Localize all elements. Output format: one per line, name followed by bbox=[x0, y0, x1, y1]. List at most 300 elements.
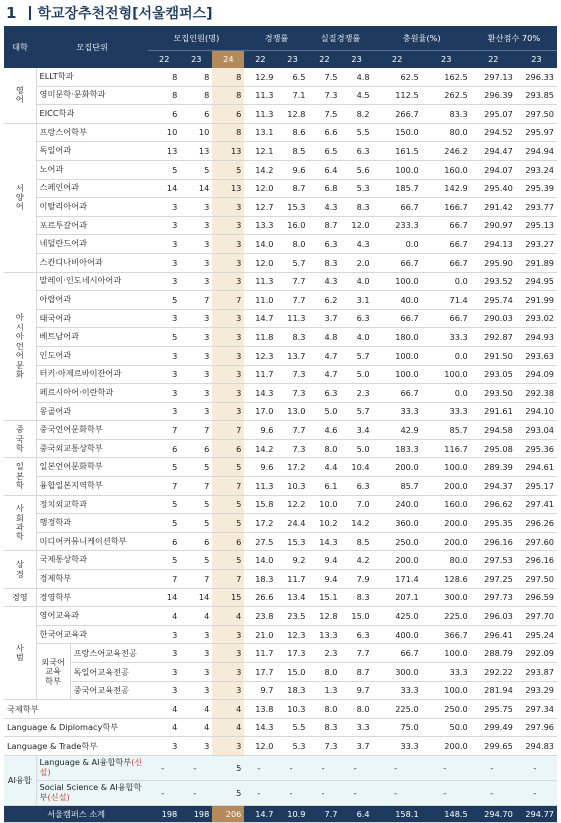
data-cell: 171.4 bbox=[373, 570, 422, 589]
total-cell: 158.1 bbox=[373, 805, 422, 822]
table-row bbox=[4, 272, 557, 291]
unit-label: EICC학과 bbox=[39, 108, 75, 119]
data-cell: 4.7 bbox=[308, 346, 340, 365]
data-cell: 128.6 bbox=[422, 570, 471, 589]
header-year: 23 bbox=[341, 51, 373, 69]
data-cell: 100.0 bbox=[422, 644, 471, 663]
data-cell: 250.0 bbox=[422, 700, 471, 719]
data-cell: 4 bbox=[212, 718, 244, 737]
data-cell: 12.2 bbox=[276, 495, 308, 514]
unit-name bbox=[36, 421, 148, 440]
college-name: AI융합 bbox=[4, 755, 36, 805]
data-cell: 4 bbox=[180, 700, 212, 719]
data-cell: 6 bbox=[148, 439, 180, 458]
data-cell: 3 bbox=[212, 309, 244, 328]
data-cell: 240.0 bbox=[373, 495, 422, 514]
data-cell: 9.4 bbox=[308, 570, 340, 589]
unit-label: 경제학부 bbox=[39, 572, 72, 583]
data-cell: 8.7 bbox=[308, 216, 340, 235]
data-cell: 66.7 bbox=[373, 253, 422, 272]
data-cell: 3 bbox=[212, 272, 244, 291]
table-row bbox=[4, 663, 557, 682]
total-label: 서울캠퍼스 소계 bbox=[4, 805, 148, 822]
data-cell: 3 bbox=[212, 644, 244, 663]
table-row bbox=[4, 780, 557, 805]
data-cell: 291.99 bbox=[516, 291, 557, 310]
data-cell: 225.0 bbox=[422, 607, 471, 626]
data-cell: 5.0 bbox=[308, 402, 340, 421]
unit-label: 영어교육과 bbox=[39, 610, 80, 621]
data-cell: 297.73 bbox=[471, 588, 516, 607]
unit-name bbox=[36, 402, 148, 421]
data-cell: 3 bbox=[180, 681, 212, 700]
header-year: 23 bbox=[516, 51, 557, 69]
data-cell: 7.3 bbox=[308, 737, 340, 756]
data-cell: - bbox=[308, 780, 340, 805]
unit-label: ELLT학과 bbox=[39, 70, 74, 81]
data-cell: 8 bbox=[180, 68, 212, 86]
unit-name bbox=[36, 291, 148, 310]
table-row bbox=[4, 551, 557, 570]
data-cell: 3 bbox=[148, 625, 180, 644]
data-cell: 294.61 bbox=[516, 458, 557, 477]
data-cell: 66.7 bbox=[422, 235, 471, 254]
unit-name bbox=[36, 384, 148, 403]
data-cell: 3 bbox=[148, 272, 180, 291]
data-cell: 4.8 bbox=[308, 328, 340, 347]
data-cell: 5.7 bbox=[276, 253, 308, 272]
data-cell: 16.0 bbox=[276, 216, 308, 235]
table-row bbox=[4, 495, 557, 514]
table-row bbox=[4, 198, 557, 217]
data-cell: 294.58 bbox=[471, 421, 516, 440]
table-row bbox=[4, 439, 557, 458]
data-cell: 5.5 bbox=[341, 123, 373, 142]
unit-label: 베트남어과 bbox=[39, 331, 80, 342]
data-cell: 66.7 bbox=[422, 309, 471, 328]
data-cell: 5.7 bbox=[341, 346, 373, 365]
data-cell: 11.0 bbox=[244, 291, 276, 310]
data-cell: 5 bbox=[148, 160, 180, 179]
total-cell: 198 bbox=[180, 805, 212, 822]
unit-label: 노어과 bbox=[39, 163, 64, 174]
data-cell: 8 bbox=[212, 123, 244, 142]
data-cell: 5 bbox=[148, 458, 180, 477]
data-cell: 3 bbox=[212, 328, 244, 347]
header-year-highlight: 24 bbox=[212, 51, 244, 69]
data-cell: - bbox=[516, 755, 557, 780]
data-cell: 6 bbox=[180, 532, 212, 551]
data-cell: 13.3 bbox=[308, 625, 340, 644]
data-cell: 5.3 bbox=[276, 737, 308, 756]
data-cell: 262.5 bbox=[422, 86, 471, 105]
data-cell: 291.89 bbox=[516, 253, 557, 272]
unit-label: Social Science & AI융합학부 bbox=[39, 782, 142, 802]
data-cell: 6.6 bbox=[308, 123, 340, 142]
data-cell: 14.3 bbox=[308, 532, 340, 551]
data-cell: 3 bbox=[148, 663, 180, 682]
college-name: 상 경 bbox=[4, 551, 36, 588]
data-cell: 5 bbox=[212, 514, 244, 533]
data-cell: 3 bbox=[212, 216, 244, 235]
data-cell: 3 bbox=[148, 198, 180, 217]
data-cell: 14.0 bbox=[244, 551, 276, 570]
data-cell: 3 bbox=[148, 253, 180, 272]
data-cell: 160.0 bbox=[422, 495, 471, 514]
data-cell: 7 bbox=[212, 477, 244, 496]
data-cell: 6.3 bbox=[341, 309, 373, 328]
data-cell: 293.77 bbox=[516, 198, 557, 217]
data-cell: 8.0 bbox=[341, 700, 373, 719]
data-cell: 6.4 bbox=[308, 160, 340, 179]
data-cell: 5 bbox=[180, 495, 212, 514]
data-cell: 200.0 bbox=[422, 737, 471, 756]
unit-name bbox=[36, 439, 148, 458]
data-cell: 14.2 bbox=[341, 514, 373, 533]
data-cell: 3.7 bbox=[308, 309, 340, 328]
data-cell: 4.0 bbox=[341, 272, 373, 291]
unit-label: 포르투갈어과 bbox=[39, 219, 88, 230]
data-cell: 15.8 bbox=[244, 495, 276, 514]
data-cell: 14 bbox=[148, 179, 180, 198]
data-cell: 3 bbox=[180, 402, 212, 421]
data-cell: 266.7 bbox=[373, 105, 422, 124]
unit-label: 국제통상학과 bbox=[39, 554, 88, 565]
unit-label: 스칸디나비아어과 bbox=[39, 256, 103, 267]
data-cell: 5 bbox=[212, 755, 244, 780]
data-cell: 100.0 bbox=[373, 272, 422, 291]
total-cell: 294.70 bbox=[471, 805, 516, 822]
data-cell: - bbox=[148, 780, 180, 805]
data-cell: 295.24 bbox=[516, 625, 557, 644]
data-cell: 17.2 bbox=[244, 514, 276, 533]
unit-label: 중국외교통상학부 bbox=[39, 442, 103, 453]
data-cell: 2.0 bbox=[341, 253, 373, 272]
college-name: 사 범 bbox=[4, 607, 36, 700]
data-cell: - bbox=[276, 755, 308, 780]
table-row bbox=[4, 309, 557, 328]
data-cell: 3 bbox=[180, 253, 212, 272]
data-cell: 14 bbox=[180, 179, 212, 198]
data-cell: 66.7 bbox=[373, 384, 422, 403]
unit-name bbox=[36, 68, 148, 86]
data-cell: 295.36 bbox=[516, 439, 557, 458]
data-cell: 291.50 bbox=[471, 346, 516, 365]
data-cell: 24.4 bbox=[276, 514, 308, 533]
data-cell: 15.3 bbox=[276, 198, 308, 217]
data-cell: 5 bbox=[148, 514, 180, 533]
data-cell: - bbox=[244, 780, 276, 805]
total-row bbox=[4, 805, 557, 822]
data-cell: 11.3 bbox=[244, 105, 276, 124]
data-cell: 7.7 bbox=[276, 291, 308, 310]
data-cell: 299.65 bbox=[471, 737, 516, 756]
table-row bbox=[4, 402, 557, 421]
data-cell: 3 bbox=[180, 365, 212, 384]
data-cell: 7 bbox=[148, 477, 180, 496]
college-name: 영 어 bbox=[4, 68, 36, 123]
data-cell: 8 bbox=[180, 86, 212, 105]
data-cell: 8.7 bbox=[276, 179, 308, 198]
data-cell: 14.7 bbox=[244, 309, 276, 328]
unit-name bbox=[36, 780, 148, 805]
data-cell: - bbox=[422, 780, 471, 805]
table-row bbox=[4, 458, 557, 477]
unit-label: 독일어과 bbox=[39, 145, 72, 156]
unit-name: 중국어교육전공 bbox=[70, 681, 148, 700]
data-cell: 294.52 bbox=[471, 123, 516, 142]
data-cell: 116.7 bbox=[422, 439, 471, 458]
unit-label: 정치외교학과 bbox=[39, 498, 88, 509]
data-cell: 15 bbox=[212, 588, 244, 607]
unit-label: 태국어과 bbox=[39, 312, 72, 323]
data-cell: 8.2 bbox=[341, 105, 373, 124]
data-cell: - bbox=[516, 780, 557, 805]
data-cell: - bbox=[341, 780, 373, 805]
data-cell: 5 bbox=[180, 514, 212, 533]
data-cell: 33.3 bbox=[373, 681, 422, 700]
data-cell: 13.0 bbox=[276, 402, 308, 421]
data-cell: 0.0 bbox=[422, 346, 471, 365]
data-cell: 293.85 bbox=[516, 86, 557, 105]
table-row bbox=[4, 514, 557, 533]
table-row bbox=[4, 365, 557, 384]
header-year: 23 bbox=[180, 51, 212, 69]
data-cell: 3 bbox=[148, 309, 180, 328]
data-cell: 100.0 bbox=[422, 458, 471, 477]
table-row bbox=[4, 179, 557, 198]
total-cell: 206 bbox=[212, 805, 244, 822]
data-cell: 2.3 bbox=[341, 384, 373, 403]
table-row bbox=[4, 570, 557, 589]
data-cell: 12.3 bbox=[244, 346, 276, 365]
data-cell: 66.7 bbox=[373, 644, 422, 663]
data-cell: 33.3 bbox=[373, 402, 422, 421]
data-cell: 6 bbox=[212, 105, 244, 124]
data-cell: 295.39 bbox=[516, 179, 557, 198]
unit-name bbox=[36, 105, 148, 124]
data-cell: 11.3 bbox=[244, 477, 276, 496]
data-cell: 3 bbox=[212, 737, 244, 756]
data-cell: 33.3 bbox=[373, 737, 422, 756]
header-quota: 모집인원(명) bbox=[148, 26, 244, 51]
data-cell: 6.3 bbox=[341, 625, 373, 644]
total-cell: 14.7 bbox=[244, 805, 276, 822]
header-unit: 모집단위 bbox=[36, 26, 148, 68]
unit-label: 융합일본지역학부 bbox=[39, 479, 103, 490]
data-cell: 7.3 bbox=[276, 439, 308, 458]
table-row bbox=[4, 86, 557, 105]
data-cell: 5 bbox=[180, 458, 212, 477]
data-cell: 13 bbox=[212, 179, 244, 198]
data-cell: 296.16 bbox=[516, 551, 557, 570]
data-cell: 27.5 bbox=[244, 532, 276, 551]
data-cell: 4.2 bbox=[341, 551, 373, 570]
data-cell: 9.6 bbox=[244, 458, 276, 477]
data-cell: 425.0 bbox=[373, 607, 422, 626]
data-cell: 18.3 bbox=[244, 570, 276, 589]
total-cell: 6.4 bbox=[341, 805, 373, 822]
total-cell: 10.9 bbox=[276, 805, 308, 822]
data-cell: 295.40 bbox=[471, 179, 516, 198]
data-cell: 12.0 bbox=[244, 179, 276, 198]
data-cell: 294.13 bbox=[471, 235, 516, 254]
header-competition: 경쟁률 bbox=[244, 26, 308, 51]
data-cell: 7.7 bbox=[276, 421, 308, 440]
data-cell: 6 bbox=[180, 105, 212, 124]
table-row bbox=[4, 105, 557, 124]
data-cell: 297.50 bbox=[516, 105, 557, 124]
data-cell: 297.50 bbox=[516, 570, 557, 589]
unit-label: 말레이·인도네시아어과 bbox=[39, 275, 122, 286]
data-cell: 3 bbox=[212, 663, 244, 682]
data-cell: 6.3 bbox=[341, 477, 373, 496]
data-cell: 6.5 bbox=[276, 68, 308, 86]
data-cell: 15.0 bbox=[341, 607, 373, 626]
data-cell: 112.5 bbox=[373, 86, 422, 105]
data-cell: 291.61 bbox=[471, 402, 516, 421]
data-cell: 8.3 bbox=[308, 253, 340, 272]
data-cell: 4 bbox=[180, 718, 212, 737]
data-cell: 5 bbox=[180, 160, 212, 179]
data-cell: 71.4 bbox=[422, 291, 471, 310]
data-cell: 2.3 bbox=[308, 644, 340, 663]
data-cell: 80.0 bbox=[422, 123, 471, 142]
table-row bbox=[4, 644, 557, 663]
data-cell: 3 bbox=[180, 216, 212, 235]
data-cell: 12.3 bbox=[276, 625, 308, 644]
data-cell: 40.0 bbox=[373, 291, 422, 310]
data-cell: 5 bbox=[148, 328, 180, 347]
section-title: 학교장추천전형[서울캠퍼스] bbox=[37, 6, 213, 22]
data-cell: 291.42 bbox=[471, 198, 516, 217]
unit-name: 프랑스어교육전공 bbox=[70, 644, 148, 663]
data-cell: 3 bbox=[212, 625, 244, 644]
data-cell: 3 bbox=[180, 328, 212, 347]
data-cell: 3.3 bbox=[341, 718, 373, 737]
college-name: 사 회 과 학 bbox=[4, 495, 36, 551]
data-cell: 7 bbox=[212, 291, 244, 310]
data-cell: 8 bbox=[212, 68, 244, 86]
unit-label: 네덜란드어과 bbox=[39, 238, 88, 249]
data-cell: 85.7 bbox=[373, 477, 422, 496]
header-year: 22 bbox=[244, 51, 276, 69]
data-cell: 160.0 bbox=[422, 160, 471, 179]
data-cell: 162.5 bbox=[422, 68, 471, 86]
data-cell: 23.8 bbox=[244, 607, 276, 626]
data-cell: 8.3 bbox=[276, 328, 308, 347]
data-cell: 281.94 bbox=[471, 681, 516, 700]
unit-name bbox=[36, 253, 148, 272]
table-row bbox=[4, 532, 557, 551]
data-cell: 8.0 bbox=[308, 663, 340, 682]
data-cell: 3 bbox=[180, 309, 212, 328]
data-cell: - bbox=[148, 755, 180, 780]
data-cell: 297.96 bbox=[516, 718, 557, 737]
unit-name bbox=[36, 607, 148, 626]
data-cell: 3 bbox=[148, 346, 180, 365]
data-cell: 293.63 bbox=[516, 346, 557, 365]
data-cell: 3.7 bbox=[341, 737, 373, 756]
table-row bbox=[4, 737, 557, 756]
data-cell: 3 bbox=[212, 198, 244, 217]
data-cell: 3 bbox=[212, 384, 244, 403]
unit-name bbox=[36, 272, 148, 291]
data-cell: 7 bbox=[212, 570, 244, 589]
table-row bbox=[4, 755, 557, 780]
data-cell: 10.3 bbox=[276, 477, 308, 496]
data-cell: 3 bbox=[148, 681, 180, 700]
data-cell: 9.7 bbox=[341, 681, 373, 700]
data-cell: 292.09 bbox=[516, 644, 557, 663]
data-cell: 297.70 bbox=[516, 607, 557, 626]
data-cell: 14 bbox=[180, 588, 212, 607]
data-cell: 296.33 bbox=[516, 68, 557, 86]
data-cell: 10 bbox=[148, 123, 180, 142]
data-cell: 13.7 bbox=[276, 346, 308, 365]
data-cell: 13 bbox=[180, 142, 212, 161]
data-cell: 293.52 bbox=[471, 272, 516, 291]
data-cell: 6.3 bbox=[308, 384, 340, 403]
data-cell: 6.3 bbox=[341, 142, 373, 161]
data-cell: - bbox=[276, 780, 308, 805]
data-cell: 4 bbox=[148, 607, 180, 626]
data-cell: 3 bbox=[180, 625, 212, 644]
data-cell: 3 bbox=[148, 402, 180, 421]
unit-name bbox=[36, 142, 148, 161]
data-cell: 4.7 bbox=[308, 365, 340, 384]
data-cell: - bbox=[308, 755, 340, 780]
data-cell: 289.39 bbox=[471, 458, 516, 477]
data-cell: 12.9 bbox=[244, 68, 276, 86]
table-body bbox=[4, 68, 557, 805]
data-cell: 3 bbox=[180, 384, 212, 403]
data-cell: 297.53 bbox=[471, 551, 516, 570]
unit-label: 영미문학·문화학과 bbox=[39, 89, 106, 100]
table-row bbox=[4, 718, 557, 737]
data-cell: 294.37 bbox=[471, 477, 516, 496]
data-cell: 142.9 bbox=[422, 179, 471, 198]
data-cell: 14.0 bbox=[244, 235, 276, 254]
unit-name bbox=[36, 198, 148, 217]
data-cell: 33.3 bbox=[422, 402, 471, 421]
data-cell: 8 bbox=[148, 68, 180, 86]
data-cell: 1.3 bbox=[308, 681, 340, 700]
data-cell: 12.8 bbox=[308, 607, 340, 626]
data-cell: - bbox=[373, 755, 422, 780]
data-cell: 246.2 bbox=[422, 142, 471, 161]
unit-name bbox=[36, 86, 148, 105]
data-cell: 6 bbox=[148, 105, 180, 124]
data-cell: 5 bbox=[148, 291, 180, 310]
data-cell: 6 bbox=[212, 532, 244, 551]
data-cell: 0.0 bbox=[422, 272, 471, 291]
data-cell: 8.0 bbox=[308, 700, 340, 719]
table-row bbox=[4, 235, 557, 254]
data-cell: 66.7 bbox=[422, 216, 471, 235]
unit-name bbox=[36, 495, 148, 514]
data-cell: 8 bbox=[212, 86, 244, 105]
data-cell: 62.5 bbox=[373, 68, 422, 86]
data-cell: 4 bbox=[148, 718, 180, 737]
subdivision-name: 외국어 교육 학부 bbox=[36, 644, 70, 700]
unit-label: 이탈리아어과 bbox=[39, 201, 88, 212]
college-name: 경영 bbox=[4, 588, 36, 607]
data-cell: 4.3 bbox=[341, 235, 373, 254]
new-badge: (신설) bbox=[47, 791, 70, 802]
data-cell: 83.3 bbox=[422, 105, 471, 124]
data-cell: 297.34 bbox=[516, 700, 557, 719]
